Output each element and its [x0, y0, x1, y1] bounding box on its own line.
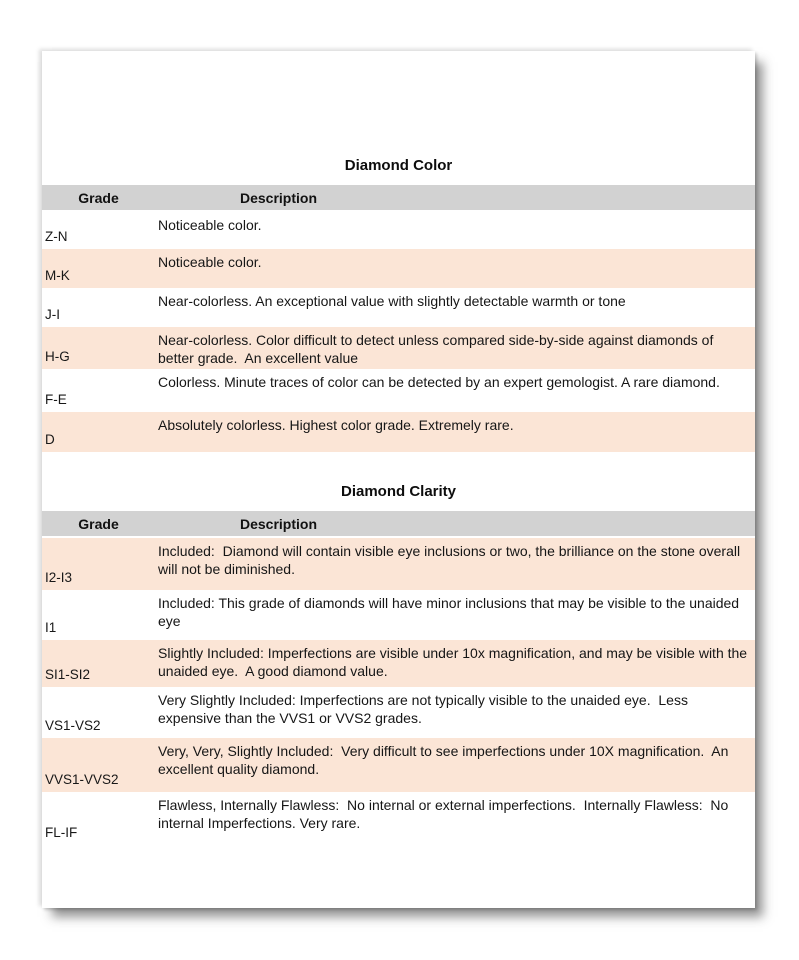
- table-row: [42, 640, 755, 687]
- grade-cell: F-E: [45, 392, 67, 407]
- description-cell: Included: Diamond will contain visible eye inclusions or two, the brilliance on the stone overall will not be diminished.: [158, 543, 744, 577]
- table-row: [42, 412, 755, 452]
- table-row: [42, 249, 755, 288]
- description-cell: Very Slightly Included: Imperfections are not typically visible to the unaided eye. Less expensive than the VVS1 or VVS2 grades.: [158, 692, 692, 726]
- diamond-color-section: [42, 51, 755, 452]
- grade-cell: J-I: [45, 307, 60, 322]
- grade-cell: VVS1-VVS2: [45, 772, 119, 787]
- description-cell: Near-colorless. Color difficult to detect unless compared side-by-side against diamonds of better grade. An excellent value: [158, 332, 718, 366]
- diamond-clarity-header-row: [42, 511, 755, 537]
- table-row: [42, 211, 755, 249]
- description-cell: Absolutely colorless. Highest color grade. Extremely rare.: [158, 417, 514, 433]
- grade-cell: VS1-VS2: [45, 718, 101, 733]
- grade-cell: FL-IF: [45, 825, 78, 840]
- document-page: [42, 51, 755, 908]
- table-row: [42, 590, 755, 640]
- diamond-color-title: Diamond Color: [344, 157, 453, 174]
- table-row: [42, 288, 755, 327]
- grade-cell: I1: [45, 620, 57, 635]
- description-cell: Very, Very, Slightly Included: Very difficult to see imperfections under 10X magnification. An excellent quality diamond.: [158, 743, 733, 777]
- table-row: [42, 687, 755, 738]
- description-cell: Colorless. Minute traces of color can be detected by an expert gemologist. A rare diamond.: [158, 374, 720, 390]
- description-cell: Slightly Included: Imperfections are visible under 10x magnification, and may be visible with the unaided eye. A good diamond value.: [158, 645, 751, 679]
- description-cell: Noticeable color.: [158, 217, 262, 233]
- diamond-clarity-table-body: [42, 537, 755, 845]
- grade-cell: H-G: [45, 349, 70, 364]
- table-row: [42, 738, 755, 792]
- diamond-color-table-body: [42, 211, 755, 452]
- diamond-clarity-section: [42, 452, 755, 845]
- description-cell: Noticeable color.: [158, 254, 262, 270]
- grade-cell: D: [45, 432, 55, 447]
- grade-cell: M-K: [45, 268, 70, 283]
- grade-column-header: Grade: [42, 185, 155, 211]
- grade-column-header: Grade: [42, 511, 155, 537]
- description-column-header: Description: [155, 511, 755, 537]
- description-column-header: Description: [155, 185, 755, 211]
- diamond-clarity-title: Diamond Clarity: [340, 483, 457, 500]
- description-cell: Near-colorless. An exceptional value with slightly detectable warmth or tone: [158, 293, 626, 309]
- grade-cell: Z-N: [45, 229, 68, 244]
- description-cell: Included: This grade of diamonds will have minor inclusions that may be visible to the unaided eye: [158, 595, 743, 629]
- table-row: [42, 537, 755, 590]
- grade-cell: SI1-SI2: [45, 667, 91, 682]
- table-row: [42, 792, 755, 845]
- table-row: [42, 327, 755, 369]
- diamond-color-header-row: [42, 185, 755, 211]
- description-cell: Flawless, Internally Flawless: No internal or external imperfections. Internally Flawless: No internal Imperfections. Very rare.: [158, 797, 733, 831]
- grade-cell: I2-I3: [45, 570, 73, 585]
- table-row: [42, 369, 755, 412]
- diamond-clarity-table: [42, 511, 755, 845]
- diamond-color-table: [42, 185, 755, 452]
